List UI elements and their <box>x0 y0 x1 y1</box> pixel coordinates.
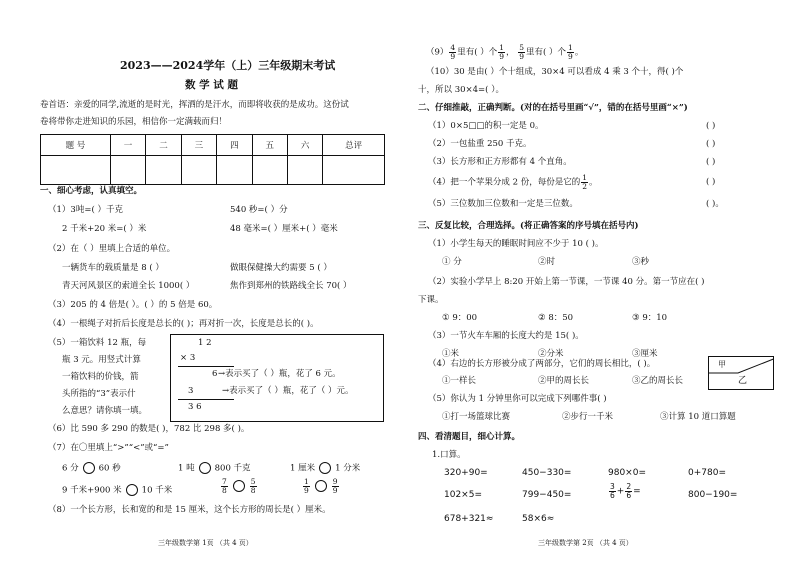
choice-2-cont: 下课。 <box>418 295 444 305</box>
section-3-heading: 三、反复比较，合理选择。(将正确答案的序号填在括号内) <box>418 221 639 231</box>
compare-row-3 <box>290 462 360 474</box>
score-cell[interactable] <box>110 156 145 185</box>
fraction: $\frac{7}{8}$ <box>222 477 227 495</box>
q2-d: 焦作到郑州的铁路线全长 70( ） <box>230 281 352 291</box>
score-header: 一 <box>110 135 145 156</box>
vertical-calc-row-5: 3 6 <box>188 402 202 412</box>
choice-2-option-2[interactable]: ② 8：50 <box>538 313 574 323</box>
q2-c: 青天河风景区的索道全长 1000( ） <box>62 281 195 291</box>
judge-3: （3）长方形和正方形都有 4 个直角。 <box>428 157 572 167</box>
exam-subtitle: 数 学 试 题 <box>185 79 238 91</box>
score-header: 三 <box>181 135 216 156</box>
choice-5-option-2[interactable]: ②步行一千米 <box>562 412 614 422</box>
judge-5-paren[interactable]: ( )。 <box>706 199 724 209</box>
vertical-calc-row-3: 6 <box>212 369 218 379</box>
fraction: $\frac{3}{6}$ <box>610 482 615 500</box>
choice-1: （1）小学生每天的睡眠时间应不少于 10 ( )。 <box>428 239 604 249</box>
arrow-note-1: →表示买了（ ）瓶，花了 6 元。 <box>218 369 341 379</box>
vertical-calc-rule-2 <box>178 399 234 400</box>
compare-circle[interactable] <box>319 462 331 474</box>
calc-title: 1.口算。 <box>432 450 466 460</box>
judge-2: （2）一包盐重 250 千克。 <box>428 139 532 149</box>
score-cell[interactable] <box>287 156 322 185</box>
q1-a: （1）3吨=( ）千克 <box>48 205 123 215</box>
calc-item: 980×0= <box>608 468 646 478</box>
choice-4-option-2[interactable]: ②甲的周长长 <box>538 376 590 386</box>
fraction: $\frac{1}{9}$ <box>499 43 505 61</box>
q2-b: 做眼保健操大约需要 5 ( ） <box>230 263 332 273</box>
choice-4-option-1[interactable]: ①一样长 <box>442 376 477 386</box>
calc-item: 58×6≈ <box>522 514 555 524</box>
fraction: $\frac{1}{9}$ <box>304 477 309 495</box>
q9: （9） $\frac{4}{9}$ 里有( ）个 $\frac{1}{9}$ ， $\frac{5}{9}$ 里有( ）个 $\frac{1}{9}$ 。 <box>426 43 584 61</box>
fraction: $\frac{5}{8}$ <box>250 477 256 495</box>
score-cell[interactable] <box>217 156 252 185</box>
choice-3-option-1[interactable]: ①米 <box>442 349 460 359</box>
fraction: $\frac{9}{9}$ <box>332 477 338 495</box>
section-4-heading: 四、看清题目，细心计算。 <box>418 432 521 442</box>
shape-label-yi: 乙 <box>738 376 748 386</box>
section-2-heading: 二、仔细推敲，正确判断。(对的在括号里画“√”，错的在括号里画“×”) <box>418 103 688 113</box>
q6: （6）比 590 多 290 的数是( )，782 比 298 多( )。 <box>48 424 250 434</box>
q5-line-3: 一箱饮料的价钱，箭 <box>62 372 139 382</box>
q1-c: 2 千米+20 米=( ）米 <box>62 224 147 234</box>
compare-circle[interactable] <box>83 462 95 474</box>
score-cell[interactable] <box>41 156 111 185</box>
q10-line-1: （10）30 是由( ）个十组成，30×4 可以看成 4 乘 3 个十，得( )个 <box>426 67 684 77</box>
score-header: 二 <box>146 135 181 156</box>
score-cell[interactable] <box>181 156 216 185</box>
compare-row-5 <box>220 478 258 494</box>
choice-5-option-3[interactable]: ③计算 10 道口算题 <box>660 412 736 422</box>
intro-line-1: 卷首语：亲爱的同学,流逝的是时光，挥洒的是汗水，而即将收获的是成功。这份试 <box>40 100 349 110</box>
vertical-calc-row-4: 3 <box>188 386 194 396</box>
choice-1-option-1[interactable]: ① 分 <box>442 257 462 267</box>
choice-1-option-2[interactable]: ②时 <box>538 257 556 267</box>
calc-item: 102×5= <box>444 490 482 500</box>
exam-title: 2023——2024学年（上）三年级期末考试 <box>120 59 336 72</box>
compare-left: 9 千米+900 米 <box>62 485 122 496</box>
q4: （4）一根绳子对折后长度是总长的( )；再对折一次，长度是总长的( )。 <box>48 319 319 329</box>
judge-1-paren[interactable]: ( ) <box>706 121 716 131</box>
score-header: 题 号 <box>41 135 111 156</box>
score-cell[interactable] <box>323 156 385 185</box>
choice-2: （2）实验小学早上 8:20 开始上第一节课，一节课 40 分。第一节应在( ) <box>428 277 705 287</box>
calc-item: 799−450= <box>522 490 572 500</box>
page-footer-right: 三年级数学第 2页 （共 4 页） <box>538 539 633 547</box>
score-cell[interactable] <box>146 156 181 185</box>
compare-left: 1 吨 <box>178 463 195 474</box>
q1-b: 540 秒=( ）分 <box>230 205 288 215</box>
compare-row-6 <box>302 478 340 494</box>
compare-circle[interactable] <box>126 484 138 496</box>
arrow-note-2: →表示买了（ ）瓶，花了（ ）元。 <box>222 386 354 396</box>
judge-2-paren[interactable]: ( ) <box>706 139 716 149</box>
score-header: 六 <box>287 135 322 156</box>
q2-a: 一辆货车的载质量是 8 ( ） <box>62 263 164 273</box>
score-cell[interactable] <box>252 156 287 185</box>
compare-circle[interactable] <box>199 462 211 474</box>
score-header: 五 <box>252 135 287 156</box>
fraction: $\frac{1}{2}$ <box>582 173 588 191</box>
fraction: $\frac{1}{9}$ <box>568 43 573 61</box>
choice-2-option-3[interactable]: ③ 9：10 <box>632 313 668 323</box>
choice-5-option-1[interactable]: ①打一场篮球比赛 <box>442 412 511 422</box>
compare-row-2 <box>178 462 251 474</box>
calc-item: 678+321≈ <box>444 514 494 524</box>
page-footer-left: 三年级数学第 1页 （共 4 页） <box>158 539 253 547</box>
intro-line-2: 卷将带你走进知识的乐园，相信你一定满载而归！ <box>40 117 228 127</box>
section-1-heading: 一、细心考虑，认真填空。 <box>40 186 143 196</box>
fraction: $\frac{2}{6}$ <box>626 482 632 500</box>
fraction: $\frac{5}{9}$ <box>519 43 525 61</box>
calc-fraction-item: $\frac{3}{6}$ + $\frac{2}{6}$ = <box>610 482 641 500</box>
compare-right: 1 分米 <box>335 463 361 474</box>
choice-1-option-3[interactable]: ③秒 <box>632 257 650 267</box>
compare-circle[interactable] <box>315 480 327 492</box>
score-table <box>40 134 385 185</box>
compare-left: 6 分 <box>62 463 79 474</box>
choice-4-option-3[interactable]: ③乙的周长长 <box>632 376 684 386</box>
q8: （8）一个长方形，长和宽的和是 15 厘米，这个长方形的周长是( ）厘米。 <box>48 505 331 515</box>
calc-item: 0+780= <box>688 468 726 478</box>
score-header: 总评 <box>323 135 385 156</box>
q3: （3）205 的 4 倍是( ）。( ）的 5 倍是 60。 <box>48 300 218 310</box>
score-header: 四 <box>217 135 252 156</box>
judge-3-paren[interactable]: ( ) <box>706 157 716 167</box>
judge-1: （1）0×5□□的积一定是 0。 <box>428 121 544 131</box>
choice-4: （4）右边的长方形被分成了两部分，它们的周长相比，( )。 <box>428 359 656 369</box>
q1-d: 48 毫米=( ）厘米+( ）毫米 <box>230 224 338 234</box>
shape-label-jia: 甲 <box>718 360 726 369</box>
vertical-calc-rule-1 <box>178 366 234 367</box>
q5-line-1: （5）一箱饮料 12 瓶，每 <box>48 338 147 348</box>
compare-row-4 <box>62 484 172 496</box>
q5-line-2: 瓶 3 元。用竖式计算 <box>62 355 141 365</box>
vertical-calc-row-2: × 3 <box>180 353 196 363</box>
choice-5: （5）你认为 1 分钟里你可以完成下列哪件事( ) <box>428 394 607 404</box>
choice-3-option-2[interactable]: ②分米 <box>538 349 564 359</box>
calc-item: 450−330= <box>522 468 572 478</box>
q2-heading: （2）在（ ）里填上合适的单位。 <box>48 244 176 254</box>
compare-right: 800 千克 <box>214 463 251 474</box>
compare-circle[interactable] <box>233 480 245 492</box>
divided-rectangle <box>708 356 774 390</box>
calc-item: 320+90= <box>444 468 488 478</box>
judge-4-paren[interactable]: ( ) <box>706 177 716 187</box>
compare-row-1 <box>62 462 121 474</box>
q10-line-2: 十，所以 30×4=( ）。 <box>418 85 504 95</box>
q5-line-5: 么意思？请你填一填。 <box>62 406 148 416</box>
fraction: $\frac{4}{9}$ <box>450 43 456 61</box>
choice-3: （3）一节火车车厢的长度大约是 15( )。 <box>428 331 584 341</box>
compare-left: 1 厘米 <box>290 463 316 474</box>
choice-2-option-1[interactable]: ① 9：00 <box>442 313 478 323</box>
q7-heading: （7）在〇里填上“>”“<”或“=” <box>48 443 169 453</box>
judge-5: （5）三位数加三位数和一定是三位数。 <box>428 199 578 209</box>
choice-3-option-3[interactable]: ③厘米 <box>632 349 658 359</box>
judge-4: （4）把一个苹果分成 2 份，每份是它的 $\frac{1}{2}$ 。 <box>428 173 598 191</box>
vertical-calc-row-1: 1 2 <box>198 338 212 348</box>
compare-right: 10 千米 <box>141 485 173 496</box>
calc-item: 800−190= <box>688 490 738 500</box>
q5-line-4: 头所指的“3”表示什 <box>62 389 136 399</box>
compare-right: 60 秒 <box>98 463 121 474</box>
